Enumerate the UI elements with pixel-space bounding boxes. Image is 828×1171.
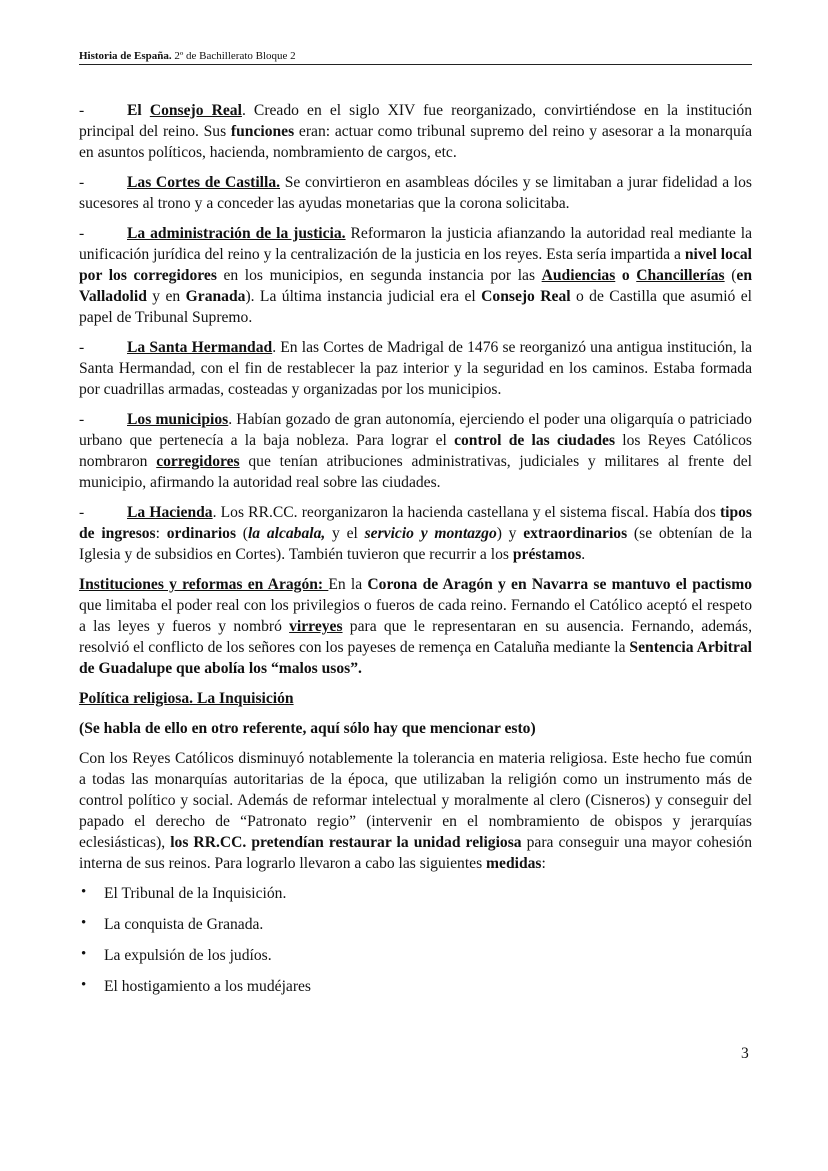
hacienda-bold-2: ordinarios <box>166 525 237 542</box>
paragraph-aragon <box>79 574 752 679</box>
aragon-virreyes: virreyes <box>289 618 343 635</box>
consejo-text-1: . Creado en el siglo XIV fue reorganizado, convirtiéndose en la institución principal del reino. Sus <box>79 102 753 140</box>
cortes-text-1: Se convirtieron en asambleas dóciles y se limitaban a jurar fidelidad a los sucesores al trono y a conceder las ayudas monetarias que la corona solicitaba. <box>79 174 752 212</box>
bullet-icon: • <box>81 946 87 962</box>
consejo-title: Consejo Real <box>149 102 242 119</box>
paragraph-consejo-real <box>79 100 752 163</box>
religion-note-text: (Se habla de ello en otro referente, aquí sólo hay que mencionar esto) <box>79 720 536 737</box>
bullet-icon: • <box>81 915 87 931</box>
paragraph-justicia <box>79 223 752 328</box>
bullet-icon: • <box>81 884 87 900</box>
justicia-bold-5: Consejo Real <box>481 288 571 305</box>
consejo-bold-1: funciones <box>230 123 295 140</box>
hacienda-text-7: . <box>581 546 586 563</box>
religion-text-1: Con los Reyes Católicos disminuyó notablemente la tolerancia en materia religiosa. Este hecho fue común a todas las monarquías autoritarias de la época, que utilizaban la religión como un instrumento más de control político y social. Además de reformar intelectual y moralmente al clero (Cisneros) y conseguir del papado el derecho de “Patronato regio” (intervenir en el nombramiento de obispos y jerarquías eclesiásticas), <box>79 750 752 851</box>
aragon-text-2: que limitaba el poder real con los privilegios o fueros de cada reino. Fernando el Católico aceptó el respeto a las leyes y fueros y nombró <box>79 597 752 635</box>
hacienda-bold-4: préstamos <box>512 546 582 563</box>
religion-heading: Política religiosa. La Inquisición <box>79 690 294 707</box>
hacienda-servicio: servicio y montazgo <box>364 525 497 542</box>
aragon-text-3: para que le representaran en su ausencia. Fernando, además, resolvió el conflicto de los señores con los payeses de remença en Cataluña mediante la <box>79 618 752 656</box>
paragraph-cortes <box>79 172 752 214</box>
aragon-text-1: En la <box>328 576 368 593</box>
hermandad-title: La Santa Hermandad <box>127 339 273 356</box>
list-item <box>79 914 752 935</box>
aragon-bold-1: Corona de Aragón y en Navarra se mantuvo el pactismo <box>367 576 752 593</box>
hacienda-text-4: y el <box>325 525 365 542</box>
hacienda-title: La Hacienda <box>127 504 213 521</box>
justicia-text-2: en los municipios, en segunda instancia por las <box>216 267 542 284</box>
paragraph-hermandad <box>79 337 752 400</box>
municipios-bold-1: control de las ciudades <box>454 432 616 449</box>
religion-bold-1: los RR.CC. pretendían restaurar la unidad religiosa <box>170 834 522 851</box>
dash-marker: - <box>79 504 85 521</box>
cortes-title: Las Cortes de Castilla. <box>127 174 281 191</box>
list-item <box>79 976 752 997</box>
hacienda-bold-1: tipos de ingresos <box>79 504 753 542</box>
justicia-bold-2: o <box>615 267 637 284</box>
religion-note <box>79 718 752 739</box>
page-header <box>79 50 752 65</box>
justicia-text-4: y en <box>146 288 186 305</box>
municipios-title: Los municipios <box>127 411 229 428</box>
dash-marker: - <box>79 339 85 356</box>
hermandad-text-1: . En las Cortes de Madrigal de 1476 se reorganizó una antigua institución, la Santa Hermandad, con el fin de restablecer la paz interior y la seguridad en los caminos. Estaba formada por cuadrillas armadas, costeadas y organizadas por los municipios. <box>79 339 752 398</box>
justicia-audiencias: Audiencias <box>541 267 616 284</box>
dash-marker: - <box>79 174 85 191</box>
hacienda-text-3: ( <box>236 525 248 542</box>
dash-marker: - <box>79 102 85 119</box>
hacienda-text-6: (se obtenían de la Iglesia y de subsidios en Cortes). También tuvieron que recurrir a los <box>79 525 752 563</box>
municipios-corregidores: corregidores <box>156 453 240 470</box>
hacienda-text-5: ) y <box>496 525 524 542</box>
section-heading-religion <box>79 688 752 709</box>
aragon-bold-2: Sentencia Arbitral de Guadalupe que abolía los “malos usos”. <box>79 639 752 677</box>
list-item <box>79 945 752 966</box>
hacienda-text-1: . Los RR.CC. reorganizaron la hacienda castellana y el sistema fiscal. Había dos <box>212 504 720 521</box>
justicia-bold-4: Granada <box>185 288 246 305</box>
municipios-text-1: . Habían gozado de gran autonomía, ejerciendo el poder una oligarquía o patriciado urbano que pertenecía a la baja nobleza. Para lograr el <box>79 411 752 449</box>
list-item <box>79 883 752 904</box>
bullet-icon: • <box>81 977 87 993</box>
measure-text: El hostigamiento a los mudéjares <box>104 978 312 995</box>
aragon-title: Instituciones y reformas en Aragón: <box>79 576 329 593</box>
justicia-bold-3: en Valladolid <box>79 267 752 305</box>
measure-text: La conquista de Granada. <box>104 916 264 933</box>
page-number: 3 <box>741 1045 749 1062</box>
paragraph-municipios <box>79 409 752 493</box>
header-title-rest: 2º de Bachillerato Bloque 2 <box>171 50 296 62</box>
hacienda-text-2: : <box>155 525 167 542</box>
justicia-title: La administración de la justicia. <box>127 225 346 242</box>
paragraph-hacienda <box>79 502 752 565</box>
religion-text-2: para conseguir una mayor cohesión interna de sus reinos. Para lograrlo llevaron a cabo las siguientes <box>79 834 752 872</box>
header-title-bold: Historia de España. <box>79 50 172 62</box>
justicia-text-1: Reformaron la justicia afianzando la autoridad real mediante la unificación jurídica del reino y la centralización de la justicia en los reyes. Esta sería impartida a <box>79 225 752 263</box>
measure-text: El Tribunal de la Inquisición. <box>104 885 287 902</box>
municipios-text-2: los Reyes Católicos nombraron <box>79 432 753 470</box>
justicia-text-6: o de Castilla que asumió el papel de Tribunal Supremo. <box>79 288 752 326</box>
measures-list <box>79 883 752 997</box>
consejo-prefix: El <box>127 102 150 119</box>
religion-bold-2: medidas <box>486 855 542 872</box>
justicia-text-5: ). La última instancia judicial era el <box>245 288 482 305</box>
consejo-text-2: eran: actuar como tribunal supremo del reino y asesorar a la monarquía en asuntos políticos, hacienda, nombramiento de cargos, etc. <box>79 123 753 161</box>
justicia-bold-1: nivel local por los corregidores <box>79 246 752 284</box>
justicia-chancillerias: Chancillerías <box>636 267 725 284</box>
measure-text: La expulsión de los judíos. <box>104 947 272 964</box>
religion-text-3: : <box>541 855 546 872</box>
paragraph-religion <box>79 748 752 874</box>
hacienda-alcabala: la alcabala, <box>247 525 326 542</box>
hacienda-bold-3: extraordinarios <box>523 525 628 542</box>
document-body <box>79 100 752 1007</box>
dash-marker: - <box>79 225 85 242</box>
justicia-text-3: ( <box>724 267 737 284</box>
dash-marker: - <box>79 411 85 428</box>
municipios-text-3: que tenían atribuciones administrativas, judiciales y militares al frente del municipio, afirmando la autoridad real sobre las ciudades. <box>79 453 752 491</box>
